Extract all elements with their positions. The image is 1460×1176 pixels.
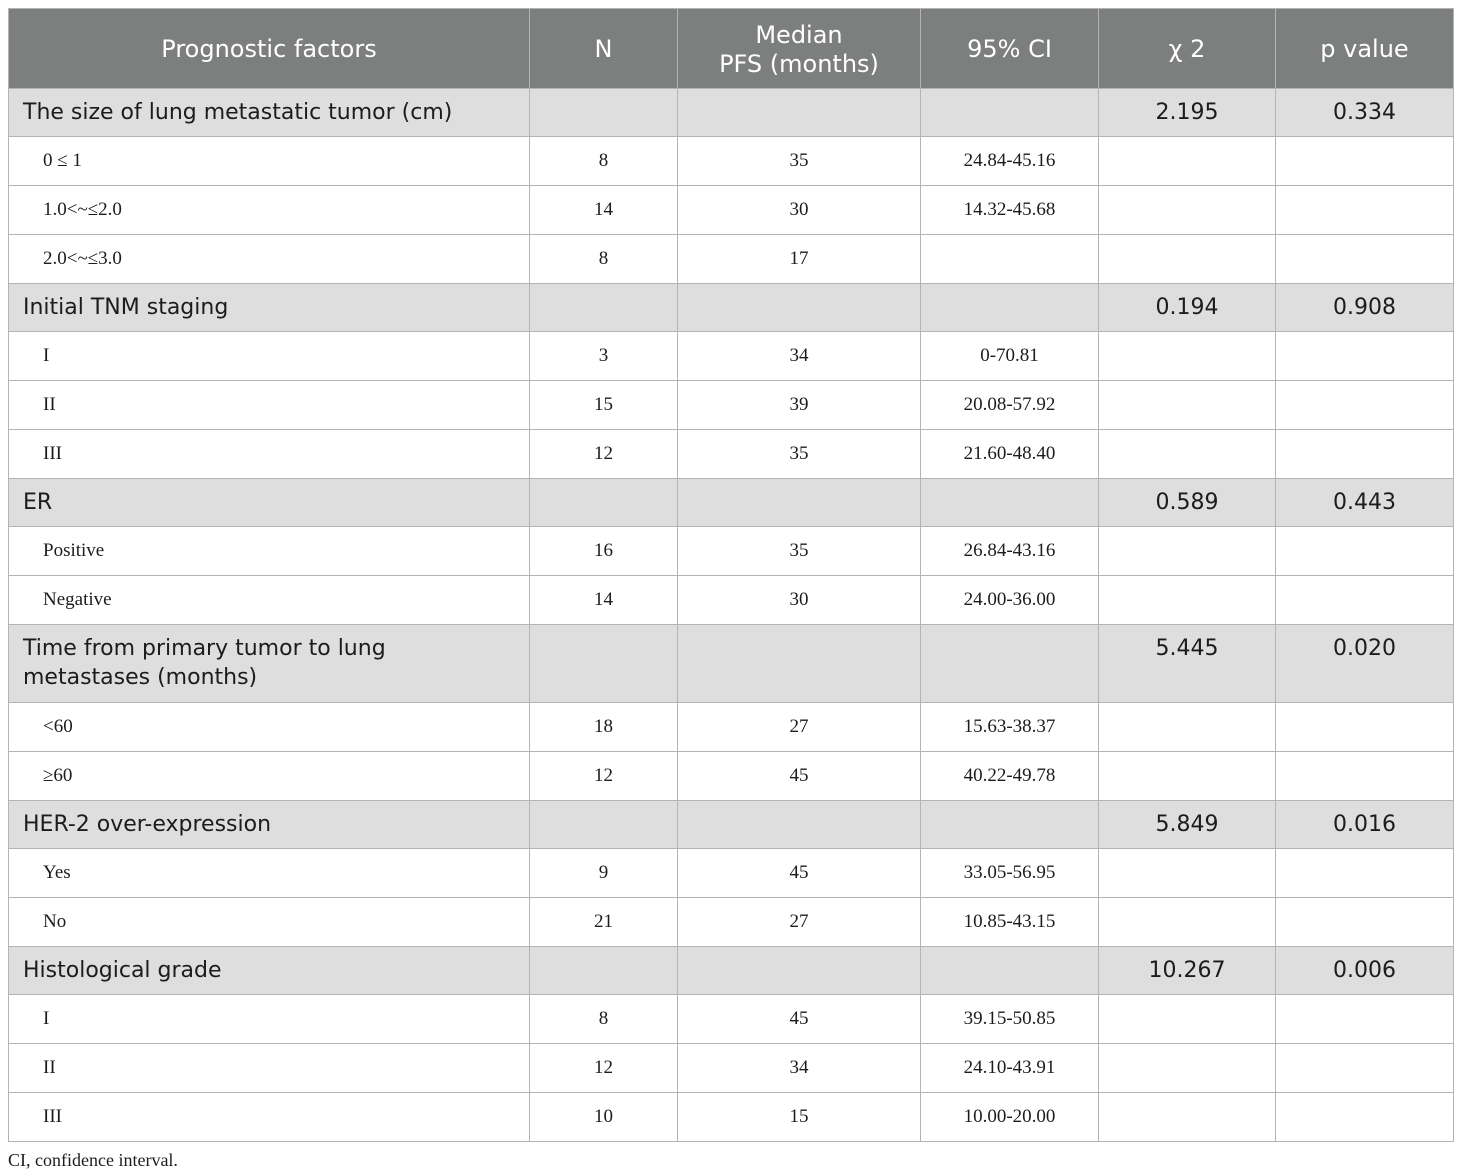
n-cell: 15 [530, 381, 678, 430]
p-value: 0.334 [1276, 89, 1454, 137]
group-row-tumor-size [9, 89, 1454, 137]
table-row [9, 332, 1454, 381]
median-cell: 35 [678, 430, 921, 479]
header-chi-square: χ 2 [1099, 9, 1276, 89]
header-median-pfs: Median PFS (months) [678, 9, 921, 89]
header-row [9, 9, 1454, 89]
group-label: Time from primary tumor to lung metastases (months) [9, 625, 530, 703]
group-label: The size of lung metastatic tumor (cm) [9, 89, 530, 137]
group-row-time-to-metastases [9, 625, 1454, 703]
median-cell: 34 [678, 1044, 921, 1093]
row-label: No [9, 898, 530, 947]
p-value: 0.443 [1276, 479, 1454, 527]
group-row-her2 [9, 801, 1454, 849]
p-value: 0.006 [1276, 947, 1454, 995]
table-row [9, 1093, 1454, 1142]
ci-cell: 26.84-43.16 [921, 527, 1099, 576]
row-label: II [9, 381, 530, 430]
median-cell: 30 [678, 186, 921, 235]
pfs-prognostic-table [8, 8, 1454, 1142]
median-cell: 35 [678, 137, 921, 186]
group-label: ER [9, 479, 530, 527]
table-row [9, 849, 1454, 898]
median-cell: 45 [678, 849, 921, 898]
row-label: Yes [9, 849, 530, 898]
table-row [9, 186, 1454, 235]
ci-cell: 24.84-45.16 [921, 137, 1099, 186]
row-label: I [9, 332, 530, 381]
ci-cell: 21.60-48.40 [921, 430, 1099, 479]
ci-cell: 15.63-38.37 [921, 703, 1099, 752]
median-cell: 17 [678, 235, 921, 284]
table-row [9, 1044, 1454, 1093]
chi-value: 0.589 [1099, 479, 1276, 527]
row-label: I [9, 995, 530, 1044]
ci-cell: 14.32-45.68 [921, 186, 1099, 235]
n-cell: 12 [530, 752, 678, 801]
table-row [9, 898, 1454, 947]
median-cell: 34 [678, 332, 921, 381]
row-label: III [9, 1093, 530, 1142]
ci-cell: 10.00-20.00 [921, 1093, 1099, 1142]
n-cell: 9 [530, 849, 678, 898]
table-row [9, 995, 1454, 1044]
p-value: 0.908 [1276, 284, 1454, 332]
n-cell: 3 [530, 332, 678, 381]
header-ci: 95% CI [921, 9, 1099, 89]
chi-value: 0.194 [1099, 284, 1276, 332]
row-label: 2.0<~≤3.0 [9, 235, 530, 284]
ci-cell: 40.22-49.78 [921, 752, 1099, 801]
table-row [9, 381, 1454, 430]
header-prognostic-factors: Prognostic factors [9, 9, 530, 89]
row-label: 0 ≤ 1 [9, 137, 530, 186]
group-row-tnm-staging [9, 284, 1454, 332]
n-cell: 12 [530, 1044, 678, 1093]
row-label: Positive [9, 527, 530, 576]
median-cell: 35 [678, 527, 921, 576]
n-cell: 12 [530, 430, 678, 479]
table-row [9, 703, 1454, 752]
ci-cell: 39.15-50.85 [921, 995, 1099, 1044]
n-cell: 14 [530, 576, 678, 625]
median-cell: 39 [678, 381, 921, 430]
table-row [9, 752, 1454, 801]
n-cell: 10 [530, 1093, 678, 1142]
median-cell: 30 [678, 576, 921, 625]
row-label: <60 [9, 703, 530, 752]
table-row [9, 137, 1454, 186]
chi-value: 5.445 [1099, 625, 1276, 703]
ci-cell [921, 235, 1099, 284]
group-label: Histological grade [9, 947, 530, 995]
ci-cell: 10.85-43.15 [921, 898, 1099, 947]
ci-cell: 24.10-43.91 [921, 1044, 1099, 1093]
group-label: Initial TNM staging [9, 284, 530, 332]
row-label: II [9, 1044, 530, 1093]
table-footnote: CI, confidence interval. [8, 1150, 178, 1170]
n-cell: 16 [530, 527, 678, 576]
n-cell: 8 [530, 995, 678, 1044]
median-cell: 45 [678, 995, 921, 1044]
table-row [9, 430, 1454, 479]
group-row-histological-grade [9, 947, 1454, 995]
p-value: 0.020 [1276, 625, 1454, 703]
group-row-er [9, 479, 1454, 527]
row-label: 1.0<~≤2.0 [9, 186, 530, 235]
chi-value: 2.195 [1099, 89, 1276, 137]
group-label: HER-2 over-expression [9, 801, 530, 849]
n-cell: 14 [530, 186, 678, 235]
n-cell: 18 [530, 703, 678, 752]
row-label: ≥60 [9, 752, 530, 801]
header-p-value: p value [1276, 9, 1454, 89]
row-label: Negative [9, 576, 530, 625]
ci-cell: 20.08-57.92 [921, 381, 1099, 430]
ci-cell: 24.00-36.00 [921, 576, 1099, 625]
ci-cell: 33.05-56.95 [921, 849, 1099, 898]
ci-cell: 0-70.81 [921, 332, 1099, 381]
median-cell: 15 [678, 1093, 921, 1142]
chi-value: 5.849 [1099, 801, 1276, 849]
table-row [9, 576, 1454, 625]
n-cell: 21 [530, 898, 678, 947]
n-cell: 8 [530, 137, 678, 186]
median-cell: 27 [678, 703, 921, 752]
header-n: N [530, 9, 678, 89]
median-cell: 45 [678, 752, 921, 801]
chi-value: 10.267 [1099, 947, 1276, 995]
row-label: III [9, 430, 530, 479]
table-row [9, 235, 1454, 284]
median-cell: 27 [678, 898, 921, 947]
p-value: 0.016 [1276, 801, 1454, 849]
table-row [9, 527, 1454, 576]
n-cell: 8 [530, 235, 678, 284]
